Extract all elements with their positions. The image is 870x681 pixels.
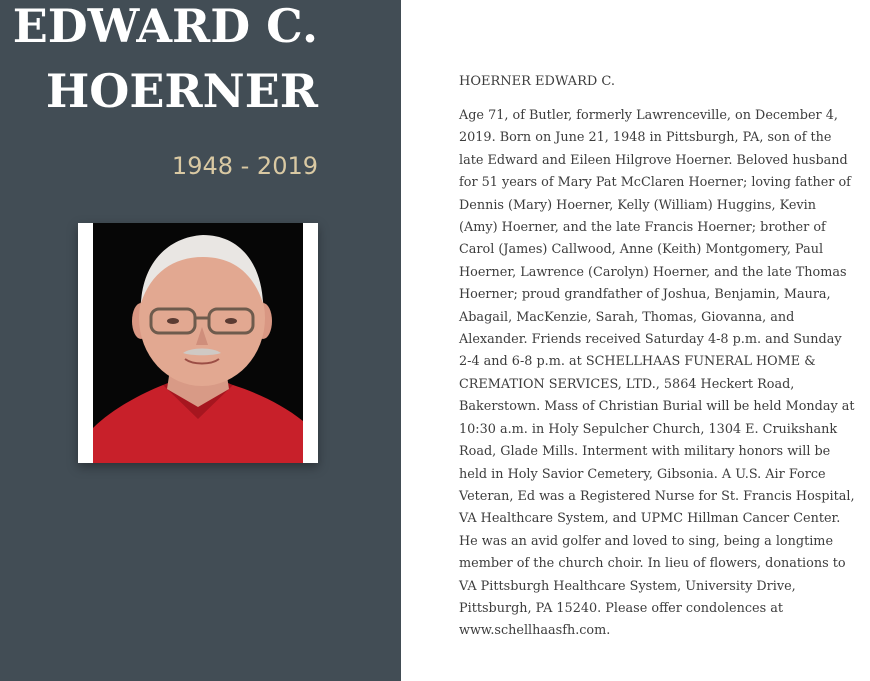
obituary-heading: HOERNER EDWARD C. bbox=[459, 74, 616, 89]
obituary-content bbox=[401, 0, 870, 681]
life-years: 1948 - 2019 bbox=[171, 152, 318, 180]
obituary-text: Age 71, of Butler, formerly Lawrenceville, on December 4, 2019. Born on June 21, 1948 in Pittsburgh, PA, son of the late Edward and Eileen Hilgrove Hoerner. Beloved husband for 51 years of Mary Pat McClaren Hoerner; loving father of Dennis (Mary) Hoerner, Kelly (William) Huggins, Kevin (Amy) Hoerner, and the late Francis Hoerner; brother of Carol (James) Callwood, Anne (Keith) Montgomery, Paul Hoerner, Lawrence (Carolyn) Hoerner, and the late Thomas Hoerner; proud grandfather of Joshua, Benjamin, Maura, Abagail, MacKenzie, Sarah, Thomas, Giovanna, and Alexander. Friends received Saturday 4-8 p.m. and Sunday 2-4 and 6-8 p.m. at SCHELLHAAS FUNERAL HOME & CREMATION SERVICES, LTD., 5864 Heckert Road, Bakerstown. Mass of Christian Burial will be held Monday at 10:30 a.m. in Holy Sepulcher Church, 1304 E. Cruikshank Road, Glade Mills. Interment with military honors will be held in Holy Savior Cemetery, Gibsonia. A U.S. Air Force Veteran, Ed was a Registered Nurse for St. Francis Hospital, VA Healthcare System, and UPMC Hillman Cancer Center. He was an avid golfer and loved to sing, being a longtime member of the church choir. In lieu of flowers, donations to VA Pittsburgh Healthcare System, University Drive, Pittsburgh, PA 15240. Please offer condolences at www.schellhaasfh.com. bbox=[459, 108, 855, 639]
portrait-frame bbox=[78, 223, 318, 463]
name-line-1: EDWARD C. bbox=[12, 0, 318, 53]
name-line-2: HOERNER bbox=[45, 64, 318, 118]
deceased-name bbox=[13, 0, 318, 124]
portrait-photo bbox=[93, 223, 303, 463]
sidebar bbox=[0, 0, 401, 681]
portrait-illustration bbox=[93, 223, 303, 463]
